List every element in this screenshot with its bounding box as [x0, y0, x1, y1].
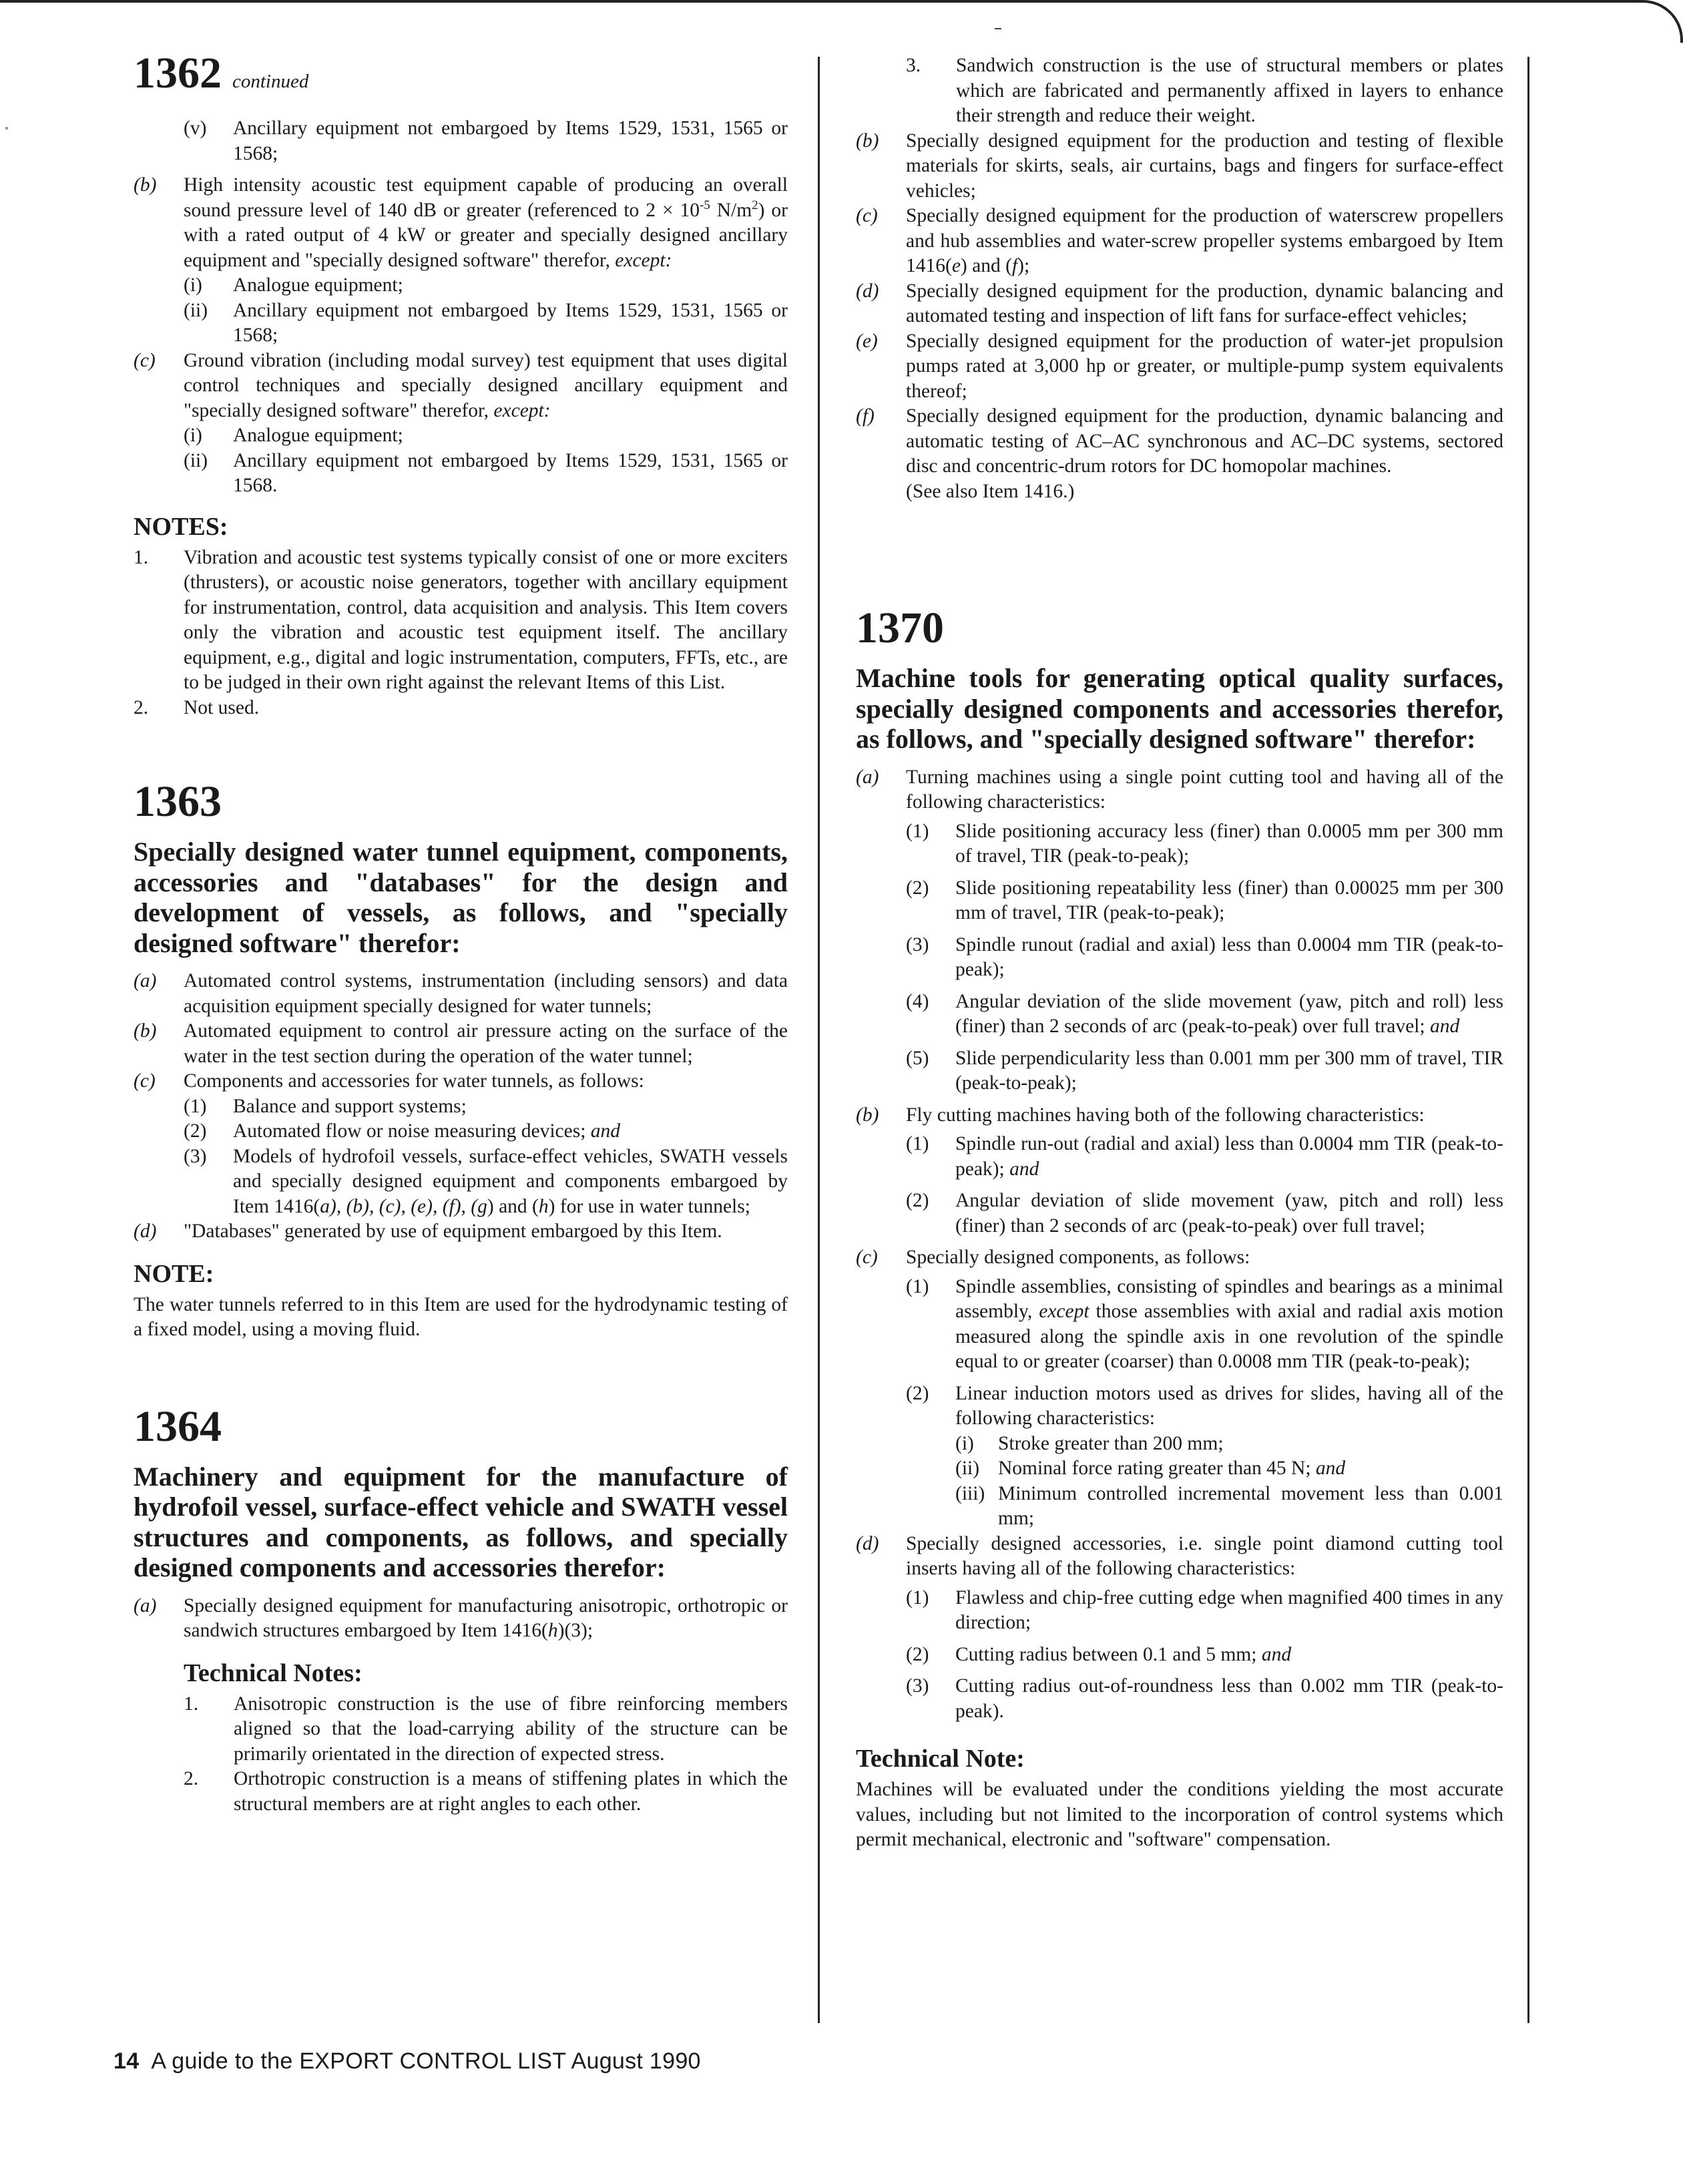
scan-mark [995, 28, 1001, 29]
item-title: Machine tools for generating optical quality surfaces, specially designed components and accessories therefor, as follows, and "specially designed software" therefor: [856, 663, 1503, 754]
list-item: (3) Cutting radius out-of-roundness less than 0.002 mm TIR (peak-to-peak). [906, 1675, 1503, 1722]
list-item: (c) Specially designed equipment for the production of waterscrew propellers and hub assemblies and water-screw propeller systems embargoed by Item 1416(e) and (f); [856, 205, 1503, 276]
continued-label: continued [232, 71, 309, 92]
list-item: (v) Ancillary equipment not embargoed by Items 1529, 1531, 1565 or 1568; [184, 118, 788, 164]
list-item: (c) Components and accessories for water tunnels, as follows: [134, 1070, 644, 1092]
page-footer [113, 2048, 701, 2074]
item-number: 1363 [134, 777, 222, 826]
item-1364-continued [856, 53, 1503, 504]
list-item: (b) Fly cutting machines having both of the following characteristics: [856, 1104, 1425, 1126]
item-1370 [856, 603, 1503, 1853]
note-item: 2. Not used. [134, 696, 260, 718]
list-item: (1) Slide positioning accuracy less (finer) than 0.0005 mm per 300 mm of travel, TIR (peak-to-peak); [906, 820, 1503, 867]
list-item: (1) Spindle assemblies, consisting of spindles and bearings as a minimal assembly, except those assemblies with axial and radial axis motion measured along the spindle axis in one revolution of the spindle equal to or greater (coarser) than 0.0008 mm TIR (peak-to-peak); [906, 1275, 1503, 1372]
list-item: (3) Spindle runout (radial and axial) less than 0.0004 mm TIR (peak-to-peak); [906, 933, 1503, 980]
note-item: 2. Orthotropic construction is a means of stiffening plates in which the structural members are at right angles to each other. [184, 1768, 788, 1815]
list-item: (ii) Nominal force rating greater than 45 N; and [955, 1458, 1346, 1479]
item-1364 [134, 1401, 788, 1817]
list-item: (i) Analogue equipment; [184, 274, 403, 296]
technical-note-text: Machines will be evaluated under the conditions yielding the most accurate values, including but not limited to the incorporation of control systems which permit mechanical, electronic and "software" compensation. [856, 1779, 1503, 1850]
technical-notes-heading: Technical Notes: [184, 1659, 363, 1687]
list-item: (c) Ground vibration (including modal survey) test equipment that uses digital control techniques and specially designed ancillary equipment and "specially designed software" therefor, except: [134, 349, 788, 421]
list-item: (i) Stroke greater than 200 mm; [955, 1432, 1224, 1454]
list-item: (1) Flawless and chip-free cutting edge when magnified 400 times in any direction; [906, 1586, 1503, 1633]
list-item: (2) Automated flow or noise measuring devices; and [184, 1120, 621, 1142]
list-item: (c) Specially designed components, as follows: [856, 1247, 1250, 1268]
list-item: (2) Linear induction motors used as drives for slides, having all of the following characteristics: [906, 1382, 1503, 1429]
column-rule-right [1527, 57, 1529, 2023]
note-item: 1. Anisotropic construction is the use of fibre reinforcing members aligned so that the load-carrying ability of the structure can be primarily orientated in the direction of expected stress. [184, 1693, 788, 1765]
list-item: (a) Specially designed equipment for manufacturing anisotropic, orthotropic or sandwich structures embargoed by Item 1416(h)(3); [134, 1594, 788, 1641]
note-heading: NOTE: [134, 1259, 214, 1288]
item-1363 [134, 777, 788, 1343]
list-item: (1) Balance and support systems; [184, 1095, 467, 1117]
list-item: (3) Models of hydrofoil vessels, surface-effect vehicles, SWATH vessels and specially designed equipment and components embargoed by Item 1416(a), (b), (c), (e), (f), (g) and (h) for use in water tunnels; [184, 1145, 788, 1217]
item-title: Machinery and equipment for the manufacture of hydrofoil vessel, surface-effect vehicle and SWATH vessel structures and components, as follows, and specially designed components and accessories therefor: [134, 1461, 788, 1582]
notes-heading: NOTES: [134, 512, 228, 541]
scan-speck [5, 127, 8, 130]
list-item: (a) Turning machines using a single point cutting tool and having all of the following characteristics: [856, 766, 1503, 813]
page-corner-curl [1634, 0, 1683, 43]
item-number: 1364 [134, 1401, 222, 1451]
item-title: Specially designed water tunnel equipment, components, accessories and "databases" for the design and development of vessels, as follows, and "specially designed software" therefor: [134, 837, 788, 958]
page-number: 14 [113, 2048, 140, 2074]
list-item: (b) Automated equipment to control air pressure acting on the surface of the water in the test section during the operation of the water tunnel; [134, 1020, 788, 1067]
list-item: (d) Specially designed equipment for the production, dynamic balancing and automated testing and inspection of lift fans for surface-effect vehicles; [856, 280, 1503, 326]
list-item: (5) Slide perpendicularity less than 0.001 mm per 300 mm of travel, TIR (peak-to-peak); [906, 1047, 1503, 1094]
list-item: (i) Analogue equipment; [184, 425, 403, 446]
item-number: 1362 continued [134, 49, 309, 97]
item-1362 [134, 48, 788, 720]
list-item: (iii) Minimum controlled incremental movement less than 0.001 mm; [955, 1482, 1503, 1529]
list-item: (1) Spindle run-out (radial and axial) less than 0.0004 mm TIR (peak-to-peak); and [906, 1133, 1503, 1180]
note-text: The water tunnels referred to in this Item are used for the hydrodynamic testing of a fixed model, using a moving fluid. [134, 1293, 788, 1340]
item-number: 1370 [856, 604, 944, 652]
left-column [134, 48, 788, 1878]
note-item: 1. Vibration and acoustic test systems typically consist of one or more exciters (thrusters), or acoustic noise generators, together with ancillary equipment for instrumentation, control, data acquisition and analysis. This Item covers only the vibration and acoustic test equipment itself. The ancillary equipment, e.g., digital and logic instrumentation, computers, FFTs, etc., are to be judged in their own right against the relevant Items of this List. [134, 546, 788, 693]
list-item: (f) Specially designed equipment for the production, dynamic balancing and automatic testing of AC–AC synchronous and AC–DC systems, sectored disc and concentric-drum rotors for DC homopolar machines. (See also Item 1416.) [856, 405, 1503, 502]
list-item: (a) Automated control systems, instrumentation (including sensors) and data acquisition equipment specially designed for water tunnels; [134, 970, 788, 1017]
list-item: (b) Specially designed equipment for the production and testing of flexible materials for skirts, seals, air curtains, bags and fingers for surface-effect vehicles; [856, 130, 1503, 202]
list-item: (b) High intensity acoustic test equipment capable of producing an overall sound pressure level of 140 dB or greater (referenced to $2 \times 10^{-5}$ $N/m^2$) or with a rated output of 4 kW or greater and specially designed ancillary equipment and "specially designed software" therefor, except: [134, 174, 788, 271]
list-item: (d) Specially designed accessories, i.e. single point diamond cutting tool inserts having all of the following characteristics: [856, 1532, 1503, 1579]
list-item: (d) "Databases" generated by use of equipment embargoed by this Item. [134, 1221, 722, 1242]
list-item: (2) Cutting radius between 0.1 and 5 mm; and [906, 1643, 1292, 1665]
list-item: (4) Angular deviation of the slide movement (yaw, pitch and roll) less (finer) than 2 seconds of arc (peak-to-peak) over full travel; and [906, 990, 1503, 1037]
list-item: (ii) Ancillary equipment not embargoed by Items 1529, 1531, 1565 or 1568; [184, 299, 788, 346]
right-column [856, 53, 1503, 1853]
see-also: (See also Item 1416.) [906, 480, 1075, 502]
list-item: (2) Angular deviation of slide movement (yaw, pitch and roll) less (finer) than 2 seconds of arc (peak-to-peak) over full travel; [906, 1190, 1503, 1237]
footer-text: A guide to the EXPORT CONTROL LIST August 1990 [151, 2048, 701, 2074]
note-item: 3. Sandwich construction is the use of structural members or plates which are fabricated and permanently affixed in layers to enhance their strength and reduce their weight. [906, 55, 1503, 126]
list-item: (ii) Ancillary equipment not embargoed by Items 1529, 1531, 1565 or 1568. [184, 449, 788, 496]
column-rule-center [818, 57, 820, 2023]
technical-note-heading: Technical Note: [856, 1745, 1025, 1773]
list-item: (2) Slide positioning repeatability less (finer) than 0.00025 mm per 300 mm of travel, TIR (peak-to-peak); [906, 877, 1503, 923]
list-item: (e) Specially designed equipment for the production of water-jet propulsion pumps rated at 3,000 hp or greater, or multiple-pump system equivalents thereof; [856, 330, 1503, 402]
page-top-edge [0, 0, 1642, 3]
